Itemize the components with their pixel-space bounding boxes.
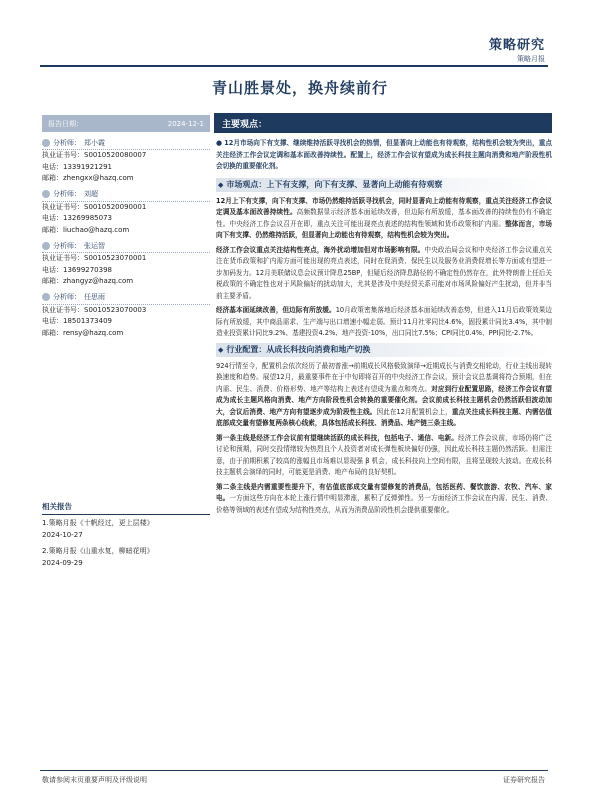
related-reports-title: 相关报告 xyxy=(42,501,210,515)
analyst-phone: 电话：13269985073 xyxy=(42,214,112,222)
header-brand: 策略研究 xyxy=(488,38,545,53)
paragraph xyxy=(216,433,552,479)
analyst-name: 任思雨 xyxy=(84,293,105,301)
analyst-label: 分析师： xyxy=(53,241,81,250)
related-reports xyxy=(42,501,210,574)
footer-disclaimer[interactable]: 敬请参阅末页重要声明及评级说明 xyxy=(42,776,147,784)
paragraph xyxy=(216,305,552,340)
analyst-email[interactable]: 邮箱：zhangyz@hazq.com xyxy=(42,277,134,285)
paragraph xyxy=(216,245,552,303)
para-text: 中央政治局会议和中央经济工作会议重点关注在货币政策和扩内需方面可能出现的亮点表述，同时在促消费、保民生以及服务业消费促增长等方面或有望进一步加码发力。12月美联储议息会议预计降息25BP，但疑后经济降息路径的不确定性仍然存在，此外特朗普上任后关税政策的不确定性也对于风险偏好的扰动加大，尤其是涉及中美经贸关系可能对市场风险偏好产生扰动，但并非当前主要矛盾。 xyxy=(216,245,553,300)
analyst-card xyxy=(42,136,210,185)
bullet-icon: ● xyxy=(216,139,223,147)
header-subtitle: 策略月报 xyxy=(517,55,545,63)
footer-report-type: 证券研究报告 xyxy=(503,776,545,784)
key-points-bar: 主要观点： xyxy=(214,113,552,133)
analyst-name-row xyxy=(42,239,210,253)
analyst-card xyxy=(42,291,210,340)
person-icon xyxy=(42,190,50,198)
analyst-phone: 电话：13699270398 xyxy=(42,265,112,274)
section-heading-market xyxy=(216,178,552,192)
analyst-list xyxy=(42,136,210,342)
analyst-name-row xyxy=(42,291,210,305)
report-date-label: 报告日期： xyxy=(48,119,83,128)
diamond-icon: ◆ xyxy=(218,180,224,189)
analyst-name-row xyxy=(42,188,210,202)
analyst-cert: 执业证书号：S0010523070001 xyxy=(42,254,147,262)
para-text: 因此在12月配置机会上， xyxy=(376,407,452,416)
paragraph xyxy=(216,196,552,242)
para-bold: 重点关注成长科技主题、内需估值底部成交量有望修复两条核心线索，具体包括成长科技、消费品、地产链三条主线。 xyxy=(216,407,553,427)
paragraph xyxy=(216,361,552,430)
analyst-email[interactable]: 邮箱：liuchao@hazq.com xyxy=(42,225,130,234)
intro-bold: 12月市场向下有支撑、继续维持活跃寻找机会的热情，但显著向上动能也有待观察，结构性机会较为突出，重点关注经济工作会议定调和基本面改善持续性。 xyxy=(216,139,552,159)
analyst-card xyxy=(42,239,210,288)
analyst-phone: 电话：13391921291 xyxy=(42,162,112,171)
analyst-email[interactable]: 邮箱：rensy@hazq.com xyxy=(42,328,124,337)
related-report-date: 2024-10-27 xyxy=(42,530,83,539)
related-report-link[interactable]: 1.策略月报《十帆经过，更上层楼》 xyxy=(42,519,154,527)
para-text: 924行情至今，配置机会依次经历了最初普涨→前期成长风格极致演绎→近期成长与消费交相轮动，行业主线出现转换速度和趋势。展望12月，最重要事件在于中旬即将召开的中央经济工作会议，预计会议总基调将符合预期，但在内需、民生、消费、价格形势、地产等结构上表述有望成为重点和亮点。 xyxy=(216,361,552,393)
footer-rule xyxy=(40,770,548,771)
para-bold: 第二条主线是内需重要性提升下，有估值底部成交量有望修复的消费品，包括医药、餐饮旅游、农牧、汽车、家电。 xyxy=(216,482,552,502)
para-bold: 12月上下有支撑，向下有支撑、市场仍然维持活跃寻找机会，同时显著向上动能有待观察，重点关注经济工作会议定调及基本面改善持续性。 xyxy=(216,196,552,216)
analyst-name: 张运智 xyxy=(84,241,105,250)
related-report-link[interactable]: 2.策略月报《山重水复，柳暗花明》 xyxy=(42,547,154,555)
section-heading-industry xyxy=(216,343,552,357)
para-bold: 整体而言，市场向下有支撑、仍然维持活跃，但显著向上动能也有待观察，结构性机会较为突出。 xyxy=(216,219,553,239)
para-bold: 经济工作会议重点关注结构性亮点，海外扰动增加但对市场影响有限。 xyxy=(216,245,425,254)
para-bold: 第一条主线是经济工作会议前有望继续活跃的成长科技，包括电子、通信、电新。 xyxy=(216,433,459,442)
report-date-value: 2024-12-1 xyxy=(167,119,204,128)
analyst-email[interactable]: 邮箱：zhengxx@hazq.com xyxy=(42,174,134,182)
report-title: 青山胜景处，换舟续前行 xyxy=(211,79,388,97)
intro-paragraph xyxy=(216,138,552,173)
paragraph xyxy=(216,482,552,517)
analyst-label: 分析师： xyxy=(53,190,81,198)
analyst-name-row xyxy=(42,136,210,150)
para-text: 10月政策密集落地后经济基本面延续改善态势，但进入11月后政策效果边际有所放缓，其中商品需求、生产端与出口增速小幅走弱。预计11月社零同比4.6%，固投累计同比3.4%，其中制造业投资累计同比9.2%、基建投资4.2%、地产投资-10%，出口同比7.5%；CPI同比0.4%、PPI同比-2.7%。 xyxy=(216,306,552,337)
intro-text: 配置上，经济工作会议有望成为成长科技主题向消费和地产阶段性机会切换的重要催化剂。 xyxy=(216,150,553,170)
analyst-cert: 执业证书号：S0010523070003 xyxy=(42,305,147,314)
analyst-label: 分析师： xyxy=(53,138,81,147)
para-text: 一方面这些方向在本轮上涨行情中明显滞涨，累积了反弹弹性。另一方面经济工作会议在内需、民生、消费、价格等领域的表述有望成为结构性亮点，从而为消费品阶段性机会提供重要催化。 xyxy=(216,494,553,514)
related-report-date: 2024-09-29 xyxy=(42,558,83,567)
para-bold: 经济基本面延续改善，但边际有所放缓。 xyxy=(216,306,336,314)
section-title: 市场观点：上下有支撑，向下有支撑、显著向上动能有待观察 xyxy=(226,180,443,189)
diamond-icon: ◆ xyxy=(218,345,224,354)
person-icon xyxy=(42,242,50,250)
para-text: 高频数据显示经济基本面延续改善，但边际有所放缓，基本面改善的持续性仍有不确定性。中央经济工作会议召开在即，重点关注可能出现亮点表述的结构性领域和货币政策和扩内需。 xyxy=(216,208,552,228)
analyst-card xyxy=(42,188,210,237)
header-rule xyxy=(40,65,548,67)
para-text: 经济工作会议前，市场仍将广泛讨论和预期，同时交投情绪较为热烈且个人投资者对成长弹性板块偏好仍强，因此成长科技主题仍然活跃。但需注意，由于前期积累了较高的涨幅且市场难以显现强 β 机会，成长科技向上空间有限，且将呈现较大波动。在成长科技主题机会演绎的同时，可能更是消费、地产布局的良好契机。 xyxy=(216,433,553,476)
analyst-label: 分析师： xyxy=(53,293,81,301)
main-content xyxy=(216,138,552,519)
section-title: 行业配置：从成长科技向消费和地产切换 xyxy=(226,345,371,354)
report-date-bar xyxy=(42,115,210,132)
analyst-name: 刘超 xyxy=(84,190,98,198)
person-icon xyxy=(42,293,50,301)
person-icon xyxy=(42,139,50,147)
analyst-phone: 电话：18501373409 xyxy=(42,317,112,325)
para-bold: 对应到行业配置思路，经济工作会议有望成为成长主题风格向消费、地产方向阶段性机会转换的重要催化剂。会议前成长科技主题机会仍然活跃但波动加大，会议后消费、地产方向有望逐步成为阶段性主线。 xyxy=(216,384,553,416)
analyst-cert: 执业证书号：S0010520080007 xyxy=(42,151,147,159)
analyst-cert: 执业证书号：S0010520090001 xyxy=(42,202,147,211)
analyst-name: 郑小霞 xyxy=(84,138,105,147)
